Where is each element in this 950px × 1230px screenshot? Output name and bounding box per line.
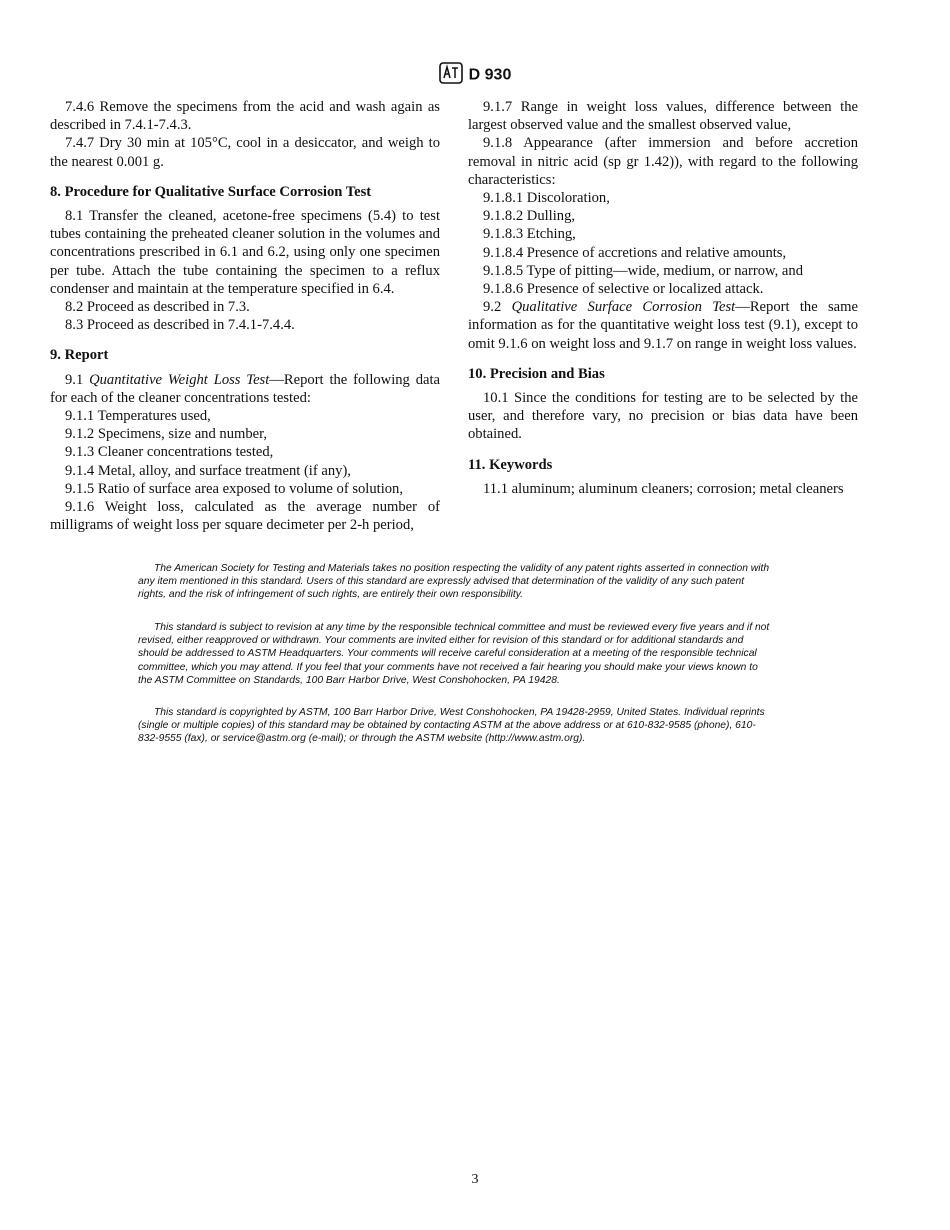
list-item-9-1-2: 9.1.2 Specimens, size and number, [65,426,268,443]
left-column [50,98,440,534]
list-item-9-1-8-2: 9.1.8.2 Dulling, [483,208,576,225]
paragraph-9-1-8: 9.1.8 Appearance (after immersion and before accretion removal in nitric acid (sp gr 1.42)), with regard to the following characteristics: [468,135,858,188]
patent-notice-text: The American Society for Testing and Materials takes no position respecting the validity of any patent rights asserted in connection with any item mentioned in this standard. Users of this standard are expressly advised that determination of the validity of any such patent rights, and the risk of infringement of such rights, are entirely their own responsibility. [138,563,770,601]
list-item-9-1-8-1: 9.1.8.1 Discoloration, [483,190,610,207]
paragraph-9-2-text: —Report the same information as for the quantitative weight loss test (9.1), except to omit 9.1.6 on weight loss and 9.1.7 on range in weight loss values. [468,299,858,352]
paragraph-7-4-7: 7.4.7 Dry 30 min at 105°C, cool in a desiccator, and weigh to the nearest 0.001 g. [50,135,440,170]
paragraph-9-1 [50,371,440,407]
paragraph-8-2: 8.2 Proceed as described in 7.3. [65,299,250,316]
list-item-9-1-8-6: 9.1.8.6 Presence of selective or localized attack. [483,281,764,298]
astm-logo-icon [439,62,463,89]
right-column [468,98,858,498]
copyright-notice [138,706,772,746]
list-item-9-1-8-3: 9.1.8.3 Etching, [483,226,576,243]
copyright-notice-text: This standard is copyrighted by ASTM, 100 Barr Harbor Drive, West Conshohocken, PA 19428-2959, United States. Individual reprints (single or multiple copies) of this standard may be obtained by contacting ASTM at the above address or at 610-832-9585 (phone), 610-832-9555 (fax), or service@astm.org (e-mail); or through the ASTM website (http://www.astm.org). [138,707,765,745]
revision-notice-text: This standard is subject to revision at any time by the responsible technical committee and must be reviewed every five years and if not revised, either reapproved or withdrawn. Your comments are invited either for revision of this standard or for additional standards and should be addressed to ASTM Headquarters. Your comments will receive careful consideration at a meeting of the responsible technical committee, which you may attend. If you feel that your comments have not received a fair hearing you should make your views known to the ASTM Committee on Standards, 100 Barr Harbor Drive, West Conshohocken, PA 19428. [138,622,770,686]
section-heading-9: 9. Report [50,347,109,364]
paragraph-9-1-number: 9.1 [65,371,90,388]
paragraph-9-1-7: 9.1.7 Range in weight loss values, difference between the largest observed value and the smallest observed value, [468,99,858,134]
paragraph-9-1-title: Quantitative Weight Loss Test [89,371,270,388]
page-header [0,62,950,89]
list-item-9-1-8-4: 9.1.8.4 Presence of accretions and relative amounts, [483,244,787,261]
paragraph-8-3: 8.3 Proceed as described in 7.4.1-7.4.4. [65,317,295,334]
list-item-9-1-4: 9.1.4 Metal, alloy, and surface treatment (if any), [65,462,351,479]
list-item-9-1-1: 9.1.1 Temperatures used, [65,408,211,425]
section-heading-10: 10. Precision and Bias [468,365,605,382]
paragraph-11-1: 11.1 aluminum; aluminum cleaners; corrosion; metal cleaners [483,480,844,497]
paragraph-9-2 [468,298,858,353]
list-item-9-1-5: 9.1.5 Ratio of surface area exposed to volume of solution, [65,480,404,497]
paragraph-8-1: 8.1 Transfer the cleaned, acetone-free specimens (5.4) to test tubes containing the preheated cleaner solution in the volumes and concentrations prescribed in 6.1 and 6.2, using only one specimen per tube. Attach the tube containing the specimen to a reflux condenser and maintain at the temperature specified in 6.4. [50,208,440,297]
section-heading-8: 8. Procedure for Qualitative Surface Corrosion Test [50,183,372,200]
paragraph-9-1-text: —Report the following data for each of the cleaner concentrations tested: [50,371,440,406]
page-number: 3 [471,1172,479,1187]
revision-notice [138,621,772,687]
patent-notice [138,562,772,602]
paragraph-9-2-title: Qualitative Surface Corrosion Test [511,299,736,316]
section-heading-11: 11. Keywords [468,456,553,473]
standard-designation: D 930 [468,66,512,84]
paragraph-9-2-number: 9.2 [483,299,512,316]
list-item-9-1-3: 9.1.3 Cleaner concentrations tested, [65,444,274,461]
paragraph-7-4-6: 7.4.6 Remove the specimens from the acid and wash again as described in 7.4.1-7.4.3. [50,99,440,134]
list-item-9-1-8-5: 9.1.8.5 Type of pitting—wide, medium, or narrow, and [483,262,803,279]
paragraph-10-1: 10.1 Since the conditions for testing are to be selected by the user, and therefore vary, no precision or bias data have been obtained. [468,390,858,443]
paragraph-9-1-6: 9.1.6 Weight loss, calculated as the average number of milligrams of weight loss per square decimeter per 2-h period, [50,499,440,534]
